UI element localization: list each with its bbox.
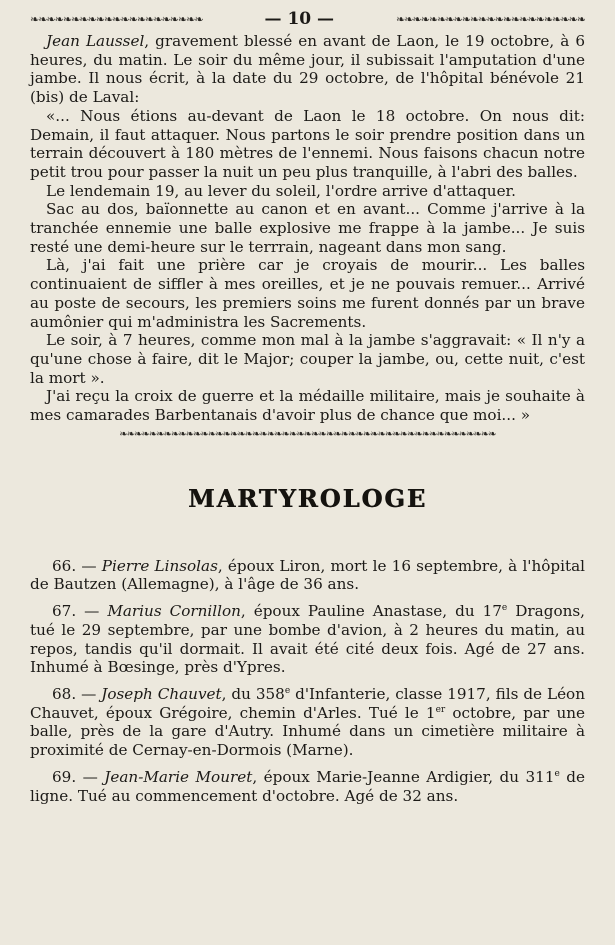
- entry-text: , du 358: [221, 684, 285, 703]
- entry-text: , époux Liron, mort le 16 septembre, à l'hôpital de Bautzen (Allemagne), à l'âge de 36 ans.: [30, 556, 585, 594]
- list-item: [30, 685, 585, 760]
- left-ornament: ❧❧❧❧❧❧❧❧❧❧❧❧❧❧❧❧❧❧❧❧❧: [30, 12, 203, 26]
- letter-paragraph: «... Nous étions au-devant de Laon le 18 octobre. On nous dit: Demain, il faut attaquer. Nous partons le soir prendre position dans un terrain découvert à 180 mètres de l'ennemi. Nous faisons chacun notre petit trou pour passer la nuit un peu plus tranquille, à l'abri des balles.: [30, 106, 585, 181]
- entry-text: , époux Marie-Jeanne Ardigier, du 311: [252, 767, 555, 786]
- superscript: e: [554, 768, 560, 779]
- list-item: [30, 557, 585, 594]
- entry-name: Pierre Linsolas: [101, 556, 218, 575]
- superscript: e: [501, 603, 508, 614]
- entry-text: , époux Pauline Anastase, du 17: [240, 602, 502, 621]
- entry-text: Dragons, tué le 29 septembre, par une bombe d'avion, à 2 heures du matin, au repos, tandis qu'il dormait. Il avait été cité deux fois. Agé de 27 ans. Inhumé à Bœsinge, près d'Ypres.: [30, 602, 585, 677]
- letter-section: [30, 32, 585, 425]
- entry-text: de ligne. Tué au commencement d'octobre. Agé de 32 ans.: [30, 767, 585, 805]
- martyrology-list: [30, 557, 585, 805]
- letter-paragraph: Là, j'ai fait une prière car je croyais de mourir... Les balles continuaient de siffler à mes oreilles, et je ne pouvais remuer... Arrivé au poste de secours, les premiers soins me furent donnés par un brave aumônier qui m'administra les Sacrements.: [30, 256, 585, 331]
- entry-name: Joseph Chauvet: [101, 684, 222, 703]
- entry-number: 68. —: [52, 684, 102, 703]
- entry-number: 67. —: [52, 602, 108, 621]
- letter-paragraph: J'ai reçu la croix de guerre et la médaille militaire, mais je souhaite à mes camarades Barbentanais d'avoir plus de chance que moi... »: [30, 387, 585, 425]
- page-number: — 10 —: [264, 9, 335, 29]
- ornamental-divider: ❧❧❧❧❧❧❧❧❧❧❧❧❧❧❧❧❧❧❧❧❧❧❧❧❧❧❧❧❧❧❧❧❧❧❧❧❧❧❧❧❧❧❧❧❧❧❧❧❧❧❧: [119, 428, 496, 440]
- entry-text: octobre, par une balle, près de la gare d'Autry. Inhumé dans un cimetière militaire à proximité de Cernay-en-Dormois (Marne).: [30, 703, 585, 760]
- entry-number: 66. —: [52, 556, 102, 575]
- letter-intro: [30, 32, 585, 107]
- letter-paragraph: Le soir, à 7 heures, comme mon mal à la jambe s'aggravait: « Il n'y a qu'une chose à faire, dit le Major; couper la jambe, ou, cette nuit, c'est la mort ».: [30, 331, 585, 387]
- entry-text: d'Infanterie, classe 1917, fils de Léon Chauvet, époux Grégoire, chemin d'Arles. Tué le 1: [30, 684, 585, 722]
- entry-number: 69. —: [52, 767, 105, 786]
- list-item: [30, 602, 585, 677]
- letter-paragraph: Sac au dos, baïonnette au canon et en avant... Comme j'arrive à la tranchée ennemie une balle explosive me frappe à la jambe... Je suis resté une demi-heure sur le terrrain, nageant dans mon sang.: [30, 200, 585, 256]
- letter-paragraph: Le lendemain 19, au lever du soleil, l'ordre arrive d'attaquer.: [46, 181, 516, 200]
- entry-name: Jean-Marie Mouret: [104, 767, 253, 786]
- soldier-name: Jean Laussel: [46, 32, 145, 50]
- section-title: MARTYROLOGE: [187, 483, 428, 513]
- superscript: er: [435, 704, 446, 715]
- superscript: e: [284, 685, 291, 696]
- page-header: [30, 6, 585, 32]
- right-ornament: ❧❧❧❧❧❧❧❧❧❧❧❧❧❧❧❧❧❧❧❧❧❧❧: [396, 12, 585, 26]
- entry-name: Marius Cornillon: [107, 602, 241, 621]
- intro-text: , gravement blessé en avant de Laon, le 19 octobre, à 6 heures, du matin. Le soir du même jour, il subissait l'amputation d'une jambe. Il nous écrit, à la date du 29 octobre, de l'hôpital bénévole 21 (bis) de Laval:: [30, 32, 585, 107]
- list-item: [30, 768, 585, 805]
